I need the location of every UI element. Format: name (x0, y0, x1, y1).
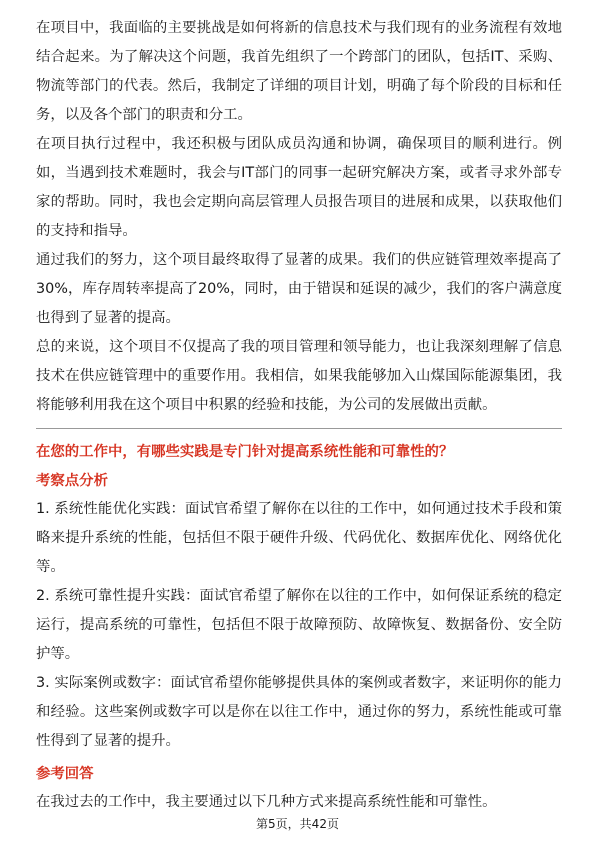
paragraph-results: 通过我们的努力，这个项目最终取得了显著的成果。我们的供应链管理效率提高了30%，库存周转率提高了20%，同时，由于错误和延误的减少，我们的客户满意度也得到了显著的提高。 (36, 252, 562, 326)
page-number: 第5页，共42页 (256, 817, 339, 831)
answer-intro: 在我过去的工作中，我主要通过以下几种方式来提高系统性能和可靠性。 (36, 794, 497, 810)
document-body (36, 14, 562, 817)
analysis-item-performance: 1. 系统性能优化实践：面试官希望了解你在以往的工作中，如何通过技术手段和策略来提升系统的性能，包括但不限于硬件升级、代码优化、数据库优化、网络优化等。 (36, 501, 562, 575)
paragraph-challenge: 在项目中，我面临的主要挑战是如何将新的信息技术与我们现有的业务流程有效地结合起来。为了解决这个问题，我首先组织了一个跨部门的团队，包括IT、采购、物流等部门的代表。然后，我制定了详细的项目计划，明确了每个阶段的目标和任务，以及各个部门的职责和分工。 (36, 20, 562, 123)
analysis-heading: 考察点分析 (36, 473, 108, 489)
paragraph-execution: 在项目执行过程中，我还积极与团队成员沟通和协调，确保项目的顺利进行。例如，当遇到技术难题时，我会与IT部门的同事一起研究解决方案，或者寻求外部专家的帮助。同时，我也会定期向高层管理人员报告项目的进展和成果，以获取他们的支持和指导。 (36, 136, 562, 239)
analysis-item-reliability: 2. 系统可靠性提升实践：面试官希望了解你在以往的工作中，如何保证系统的稳定运行，提高系统的可靠性，包括但不限于故障预防、故障恢复、数据备份、安全防护等。 (36, 588, 562, 662)
analysis-item-cases: 3. 实际案例或数字：面试官希望你能够提供具体的案例或者数字，来证明你的能力和经验。这些案例或数字可以是你在以往工作中，通过你的努力，系统性能或可靠性得到了显著的提升。 (36, 675, 562, 749)
interview-question: 在您的工作中，有哪些实践是专门针对提高系统性能和可靠性的？ (36, 444, 454, 460)
section-divider (36, 428, 562, 429)
answer-heading: 参考回答 (36, 766, 94, 782)
paragraph-summary: 总的来说，这个项目不仅提高了我的项目管理和领导能力，也让我深刻理解了信息技术在供应链管理中的重要作用。我相信，如果我能够加入山煤国际能源集团，我将能够利用我在这个项目中积累的经验和技能，为公司的发展做出贡献。 (36, 339, 562, 413)
